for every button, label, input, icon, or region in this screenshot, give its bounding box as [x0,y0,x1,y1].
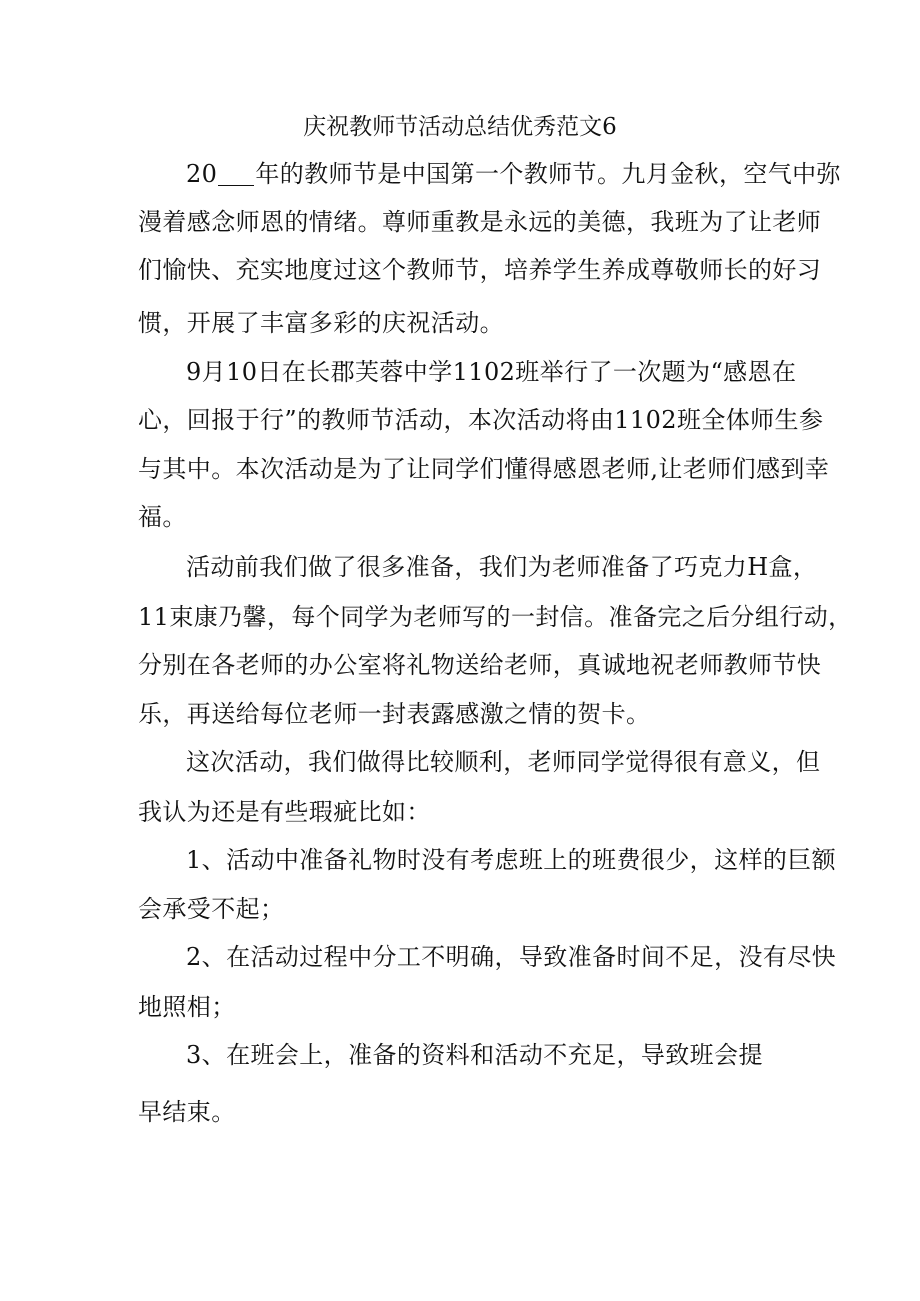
paragraph-1-line-3: 们愉快、充实地度过这个教师节，培养学生养成尊敬师长的好习 [138,256,822,284]
list-item-3-line-2: 早结束。 [138,1098,236,1126]
paragraph-2-line-3: 与其中。本次活动是为了让同学们懂得感恩老师,让老师们感到幸 [138,455,830,483]
paragraph-3-line-4: 乐，再送给每位老师一封表露感激之情的贺卡。 [138,700,651,728]
paragraph-4-line-2: 我认为还是有些瑕疵比如： [138,798,431,826]
paragraph-2-line-4: 福。 [138,503,187,531]
year-blank [218,159,254,186]
paragraph-2-line-1: 9月10日在长郡芙蓉中学1102班举行了一次题为“感恩在 [186,358,797,386]
list-item-1-line-2: 会承受不起； [138,895,285,923]
paragraph-1-line-1 [186,157,841,191]
paragraph-3-line-2: 11束康乃馨，每个同学为老师写的一封信。准备完之后分组行动， [138,603,853,631]
paragraph-2-line-2: 心，回报于行”的教师节活动，本次活动将由1102班全体师生参 [138,406,824,434]
list-item-3-line-1: 3、在班会上，准备的资料和活动不充足，导致班会提 [186,1041,763,1069]
paragraph-1-line-2: 漫着感念师恩的情绪。尊师重教是永远的美德，我班为了让老师 [138,208,822,236]
paragraph-4-line-1: 这次活动，我们做得比较顺利，老师同学觉得很有意义，但 [186,748,821,776]
paragraph-3-line-3: 分别在各老师的办公室将礼物送给老师，真诚地祝老师教师节快 [138,651,822,679]
year-prefix: 20 [186,160,218,188]
list-item-1-line-1: 1、活动中准备礼物时没有考虑班上的班费很少，这样的巨额 [186,846,837,874]
paragraph-1-line-4: 惯，开展了丰富多彩的庆祝活动。 [138,309,504,337]
paragraph-3-line-1: 活动前我们做了很多准备，我们为老师准备了巧克力H盒， [186,553,818,581]
document-title: 庆祝教师节活动总结优秀范文6 [303,114,617,140]
paragraph-1-line-1-text: 年的教师节是中国第一个教师节。九月金秋，空气中弥 [255,160,841,188]
list-item-2-line-1: 2、在活动过程中分工不明确，导致准备时间不足，没有尽快 [186,943,837,971]
list-item-2-line-2: 地照相； [138,993,236,1021]
